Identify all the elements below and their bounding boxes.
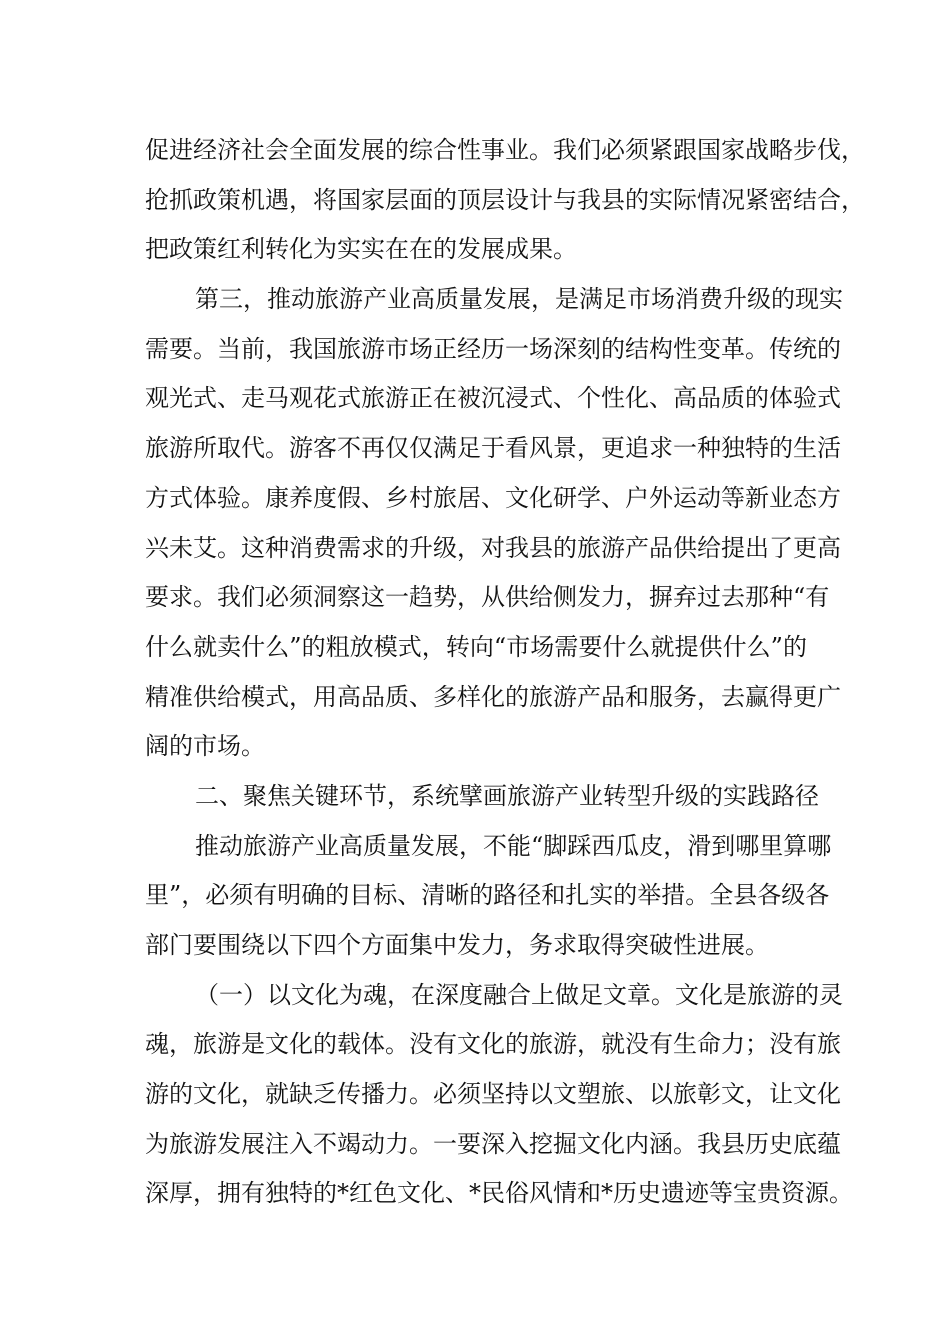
text-line: 把政策红利转化为实实在在的发展成果。 [145, 235, 577, 264]
text-line: 里”，必须有明确的目标、清晰的路径和扎实的举措。全县各级各 [145, 881, 830, 910]
text-line: 精准供给模式，用高品质、多样化的旅游产品和服务，去赢得更广 [145, 682, 841, 711]
text-line: 要求。我们必须洞察这一趋势，从供给侧发力，摒弃过去那种“有 [145, 583, 830, 612]
text-line: 二、聚焦关键环节，系统擘画旅游产业转型升级的实践路径 [195, 781, 819, 810]
text-line: 魂，旅游是文化的载体。没有文化的旅游，就没有生命力；没有旅 [145, 1030, 841, 1059]
text-line: 方式体验。康养度假、乡村旅居、文化研学、户外运动等新业态方 [145, 483, 841, 512]
text-line: 观光式、走马观花式旅游正在被沉浸式、个性化、高品质的体验式 [145, 384, 841, 413]
text-line: （一）以文化为魂，在深度融合上做足文章。文化是旅游的灵 [195, 980, 843, 1009]
paragraph [145, 971, 853, 1219]
text-line: 推动旅游产业高质量发展，不能“脚踩西瓜皮，滑到哪里算哪 [195, 831, 832, 860]
text-line: 深厚，拥有独特的*红色文化、*民俗风情和*历史遗迹等宝贵资源。 [145, 1179, 853, 1208]
paragraph [145, 772, 819, 822]
text-line: 旅游所取代。游客不再仅仅满足于看风景，更追求一种独特的生活 [145, 434, 841, 463]
text-line: 兴未艾。这种消费需求的升级，对我县的旅游产品供给提出了更高 [145, 533, 841, 562]
text-line: 什么就卖什么”的粗放模式，转向“市场需要什么就提供什么”的 [145, 632, 807, 661]
text-line: 促进经济社会全面发展的综合性事业。我们必须紧跟国家战略步伐， [145, 136, 865, 164]
paragraph [145, 275, 843, 772]
text-line: 抢抓政策机遇，将国家层面的顶层设计与我县的实际情况紧密结合， [145, 185, 865, 214]
text-line: 阔的市场。 [145, 732, 265, 761]
text-line: 游的文化，就缺乏传播力。必须坚持以文塑旅、以旅彰文，让文化 [145, 1080, 841, 1109]
text-line: 为旅游发展注入不竭动力。一要深入挖掘文化内涵。我县历史底蕴 [145, 1129, 841, 1158]
text-line: 第三，推动旅游产业高质量发展，是满足市场消费升级的现实 [195, 285, 843, 314]
text-line: 部门要围绕以下四个方面集中发力，务求取得突破性进展。 [145, 931, 769, 959]
document-page [145, 126, 865, 1219]
text-line: 需要。当前，我国旅游市场正经历一场深刻的结构性变革。传统的 [145, 334, 841, 363]
paragraph [145, 126, 865, 275]
paragraph [145, 822, 832, 971]
